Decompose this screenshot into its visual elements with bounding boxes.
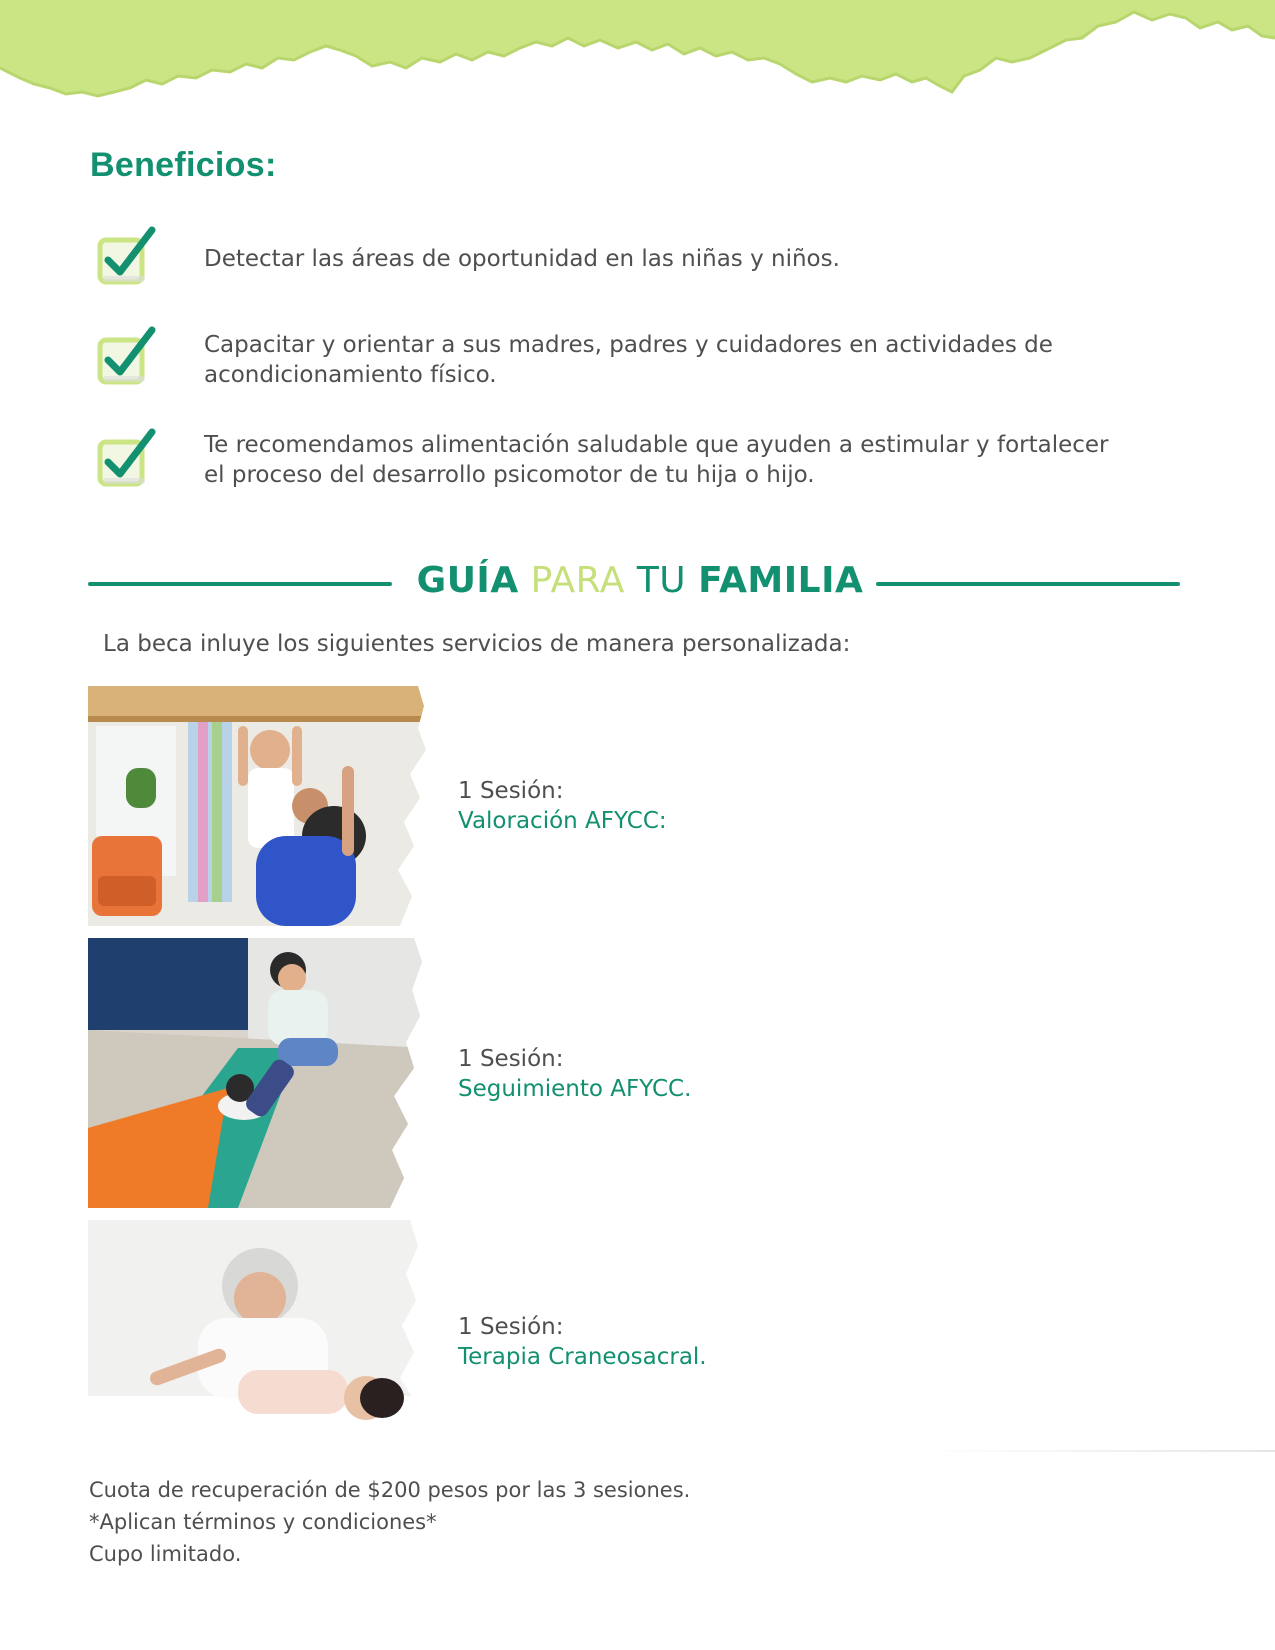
checkbox-checked-icon bbox=[96, 428, 158, 492]
footer-line: Cupo limitado. bbox=[89, 1542, 242, 1566]
guide-section-title bbox=[88, 556, 1180, 606]
torn-paper-header-band bbox=[0, 0, 1275, 110]
guide-title-word: FAMILIA bbox=[698, 560, 864, 601]
divider bbox=[920, 1450, 1275, 1452]
service-name: Valoración AFYCC: bbox=[458, 808, 667, 834]
benefits-heading: Beneficios: bbox=[90, 146, 277, 184]
service-name: Seguimiento AFYCC. bbox=[458, 1076, 692, 1102]
footer-line: Cuota de recuperación de $200 pesos por las 3 sesiones. bbox=[89, 1478, 691, 1502]
photo-child-climbing-bars bbox=[88, 686, 428, 926]
checkbox-checked-icon bbox=[96, 326, 158, 390]
service-item bbox=[458, 776, 667, 836]
service-count: 1 Sesión: bbox=[458, 1046, 564, 1072]
service-count: 1 Sesión: bbox=[458, 778, 564, 804]
service-name: Terapia Craneosacral. bbox=[458, 1344, 707, 1370]
service-item bbox=[458, 1044, 691, 1104]
guide-title-word: GUÍA bbox=[416, 560, 519, 601]
guide-title-word: TU bbox=[636, 560, 687, 601]
benefit-text: Te recomendamos alimentación saludable que ayuden a estimular y fortalecer el proceso del desarrollo psicomotor de tu hija o hijo. bbox=[204, 432, 1109, 488]
service-photo bbox=[88, 1220, 428, 1460]
benefit-text: Detectar las áreas de oportunidad en las niñas y niños. bbox=[204, 246, 840, 272]
service-photo bbox=[88, 686, 428, 926]
guide-intro: La beca inluye los siguientes servicios de manera personalizada: bbox=[103, 631, 851, 657]
photo-craniosacral-therapy bbox=[88, 1220, 428, 1460]
footer-notes bbox=[89, 1474, 690, 1570]
footer-line: *Aplican términos y condiciones* bbox=[89, 1510, 437, 1534]
guide-title bbox=[410, 556, 870, 606]
title-rule-left bbox=[88, 582, 392, 586]
service-count: 1 Sesión: bbox=[458, 1314, 564, 1340]
checkbox-checked-icon bbox=[96, 226, 158, 290]
guide-title-word: PARA bbox=[530, 560, 625, 601]
benefit-text: Capacitar y orientar a sus madres, padres y cuidadores en actividades de acondicionamiento físico. bbox=[204, 332, 1053, 388]
title-rule-right bbox=[876, 582, 1180, 586]
service-item bbox=[458, 1312, 707, 1372]
photo-therapist-with-child-on-mat bbox=[88, 938, 428, 1208]
service-photo bbox=[88, 938, 428, 1208]
